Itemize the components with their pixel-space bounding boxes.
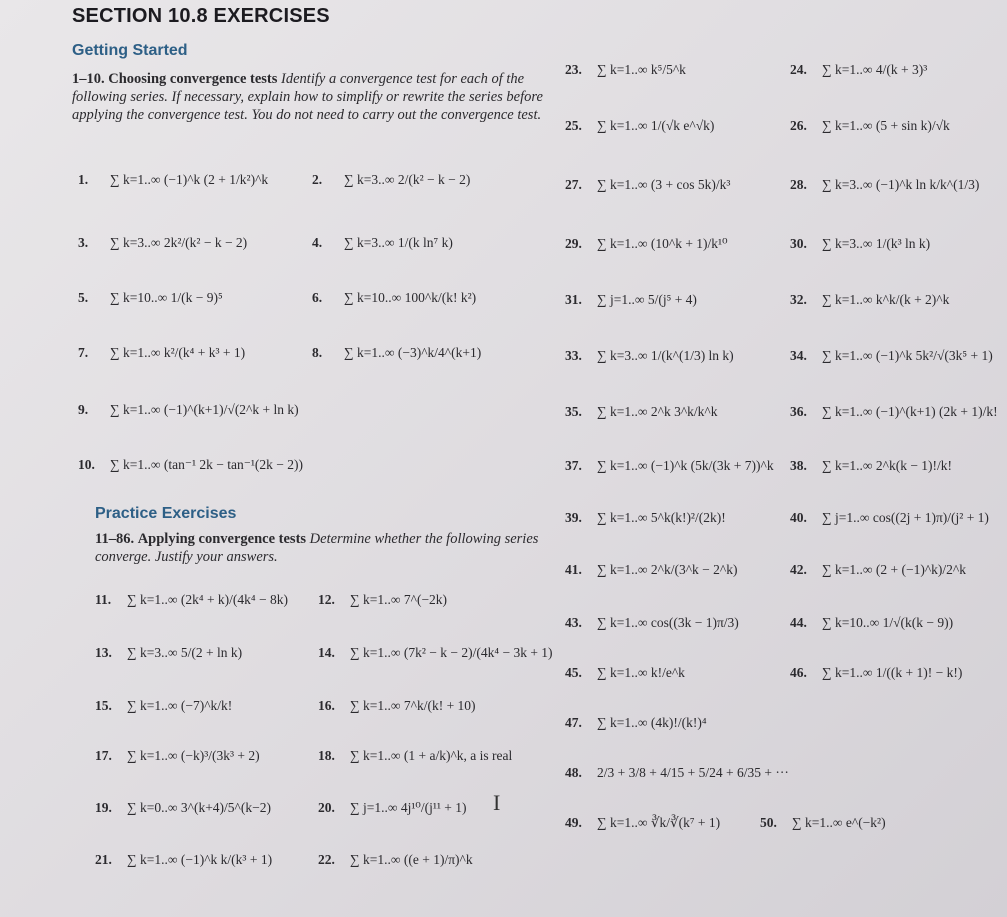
exercise: 26. ∑ k=1..∞ (5 + sin k)/√k bbox=[790, 118, 950, 133]
instruction-text: Identify a convergence test for each of the following series. If necessary, explain how to simplify or rewrite the series before applying the convergence test. You do not need to carry out the convergence test. bbox=[72, 71, 543, 123]
exercise: 28. ∑ k=3..∞ (−1)^k ln k/k^(1/3) bbox=[790, 177, 980, 192]
exercise: 47. ∑ k=1..∞ (4k)!/(k!)⁴ bbox=[565, 715, 707, 730]
exercise: 11. ∑ k=1..∞ (2k⁴ + k)/(4k⁴ − 8k) bbox=[95, 592, 288, 607]
exercise: 49. ∑ k=1..∞ ∛k/∛(k⁷ + 1) bbox=[565, 815, 721, 830]
exercise: 14. ∑ k=1..∞ (7k² − k − 2)/(4k⁴ − 3k + 1) bbox=[318, 645, 553, 660]
practice-heading: Practice Exercises bbox=[95, 505, 237, 522]
exercise: 29. ∑ k=1..∞ (10^k + 1)/k¹⁰ bbox=[565, 236, 728, 251]
exercise: 43. ∑ k=1..∞ cos((3k − 1)π/3) bbox=[565, 615, 739, 630]
exercise: 48. 2/3 + 3/8 + 4/15 + 5/24 + 6/35 + ··· bbox=[565, 765, 789, 780]
exercise: 34. ∑ k=1..∞ (−1)^k 5k²/√(3k⁵ + 1) bbox=[790, 348, 993, 363]
exercise: 50. ∑ k=1..∞ e^(−k²) bbox=[760, 815, 886, 830]
exercise: 15. ∑ k=1..∞ (−7)^k/k! bbox=[95, 698, 233, 713]
exercise: 1. ∑ k=1..∞ (−1)^k (2 + 1/k²)^k bbox=[78, 172, 269, 187]
exercise: 25. ∑ k=1..∞ 1/(√k e^√k) bbox=[565, 118, 715, 133]
range-label: 11–86. bbox=[95, 531, 135, 547]
exercise: 2. ∑ k=3..∞ 2/(k² − k − 2) bbox=[312, 172, 471, 187]
exercise: 20. ∑ j=1..∞ 4j¹⁰/(j¹¹ + 1) bbox=[318, 800, 467, 815]
exercise: 40. ∑ j=1..∞ cos((2j + 1)π)/(j² + 1) bbox=[790, 510, 989, 525]
exercise: 3. ∑ k=3..∞ 2k²/(k² − k − 2) bbox=[78, 235, 248, 250]
exercise: 27. ∑ k=1..∞ (3 + cos 5k)/k³ bbox=[565, 177, 731, 192]
topic-label: Applying convergence tests bbox=[137, 531, 307, 547]
exercise: 33. ∑ k=3..∞ 1/(k^(1/3) ln k) bbox=[565, 348, 734, 363]
instruction-text: Determine whether the following series converge. Justify your answers. bbox=[95, 531, 539, 565]
exercise: 12. ∑ k=1..∞ 7^(−2k) bbox=[318, 592, 448, 607]
exercise: 22. ∑ k=1..∞ ((e + 1)/π)^k bbox=[318, 852, 473, 867]
exercise: 17. ∑ k=1..∞ (−k)³/(3k³ + 2) bbox=[95, 748, 260, 763]
exercise: 42. ∑ k=1..∞ (2 + (−1)^k)/2^k bbox=[790, 562, 966, 577]
exercise: 23. ∑ k=1..∞ k⁵/5^k bbox=[565, 62, 686, 77]
exercise: 37. ∑ k=1..∞ (−1)^k (5k/(3k + 7))^k bbox=[565, 458, 774, 473]
exercise: 18. ∑ k=1..∞ (1 + a/k)^k, a is real bbox=[318, 748, 513, 763]
exercise: 39. ∑ k=1..∞ 5^k(k!)²/(2k)! bbox=[565, 510, 726, 525]
exercise: 7. ∑ k=1..∞ k²/(k⁴ + k³ + 1) bbox=[78, 345, 246, 360]
exercise: 10. ∑ k=1..∞ (tan⁻¹ 2k − tan⁻¹(2k − 2)) bbox=[78, 457, 304, 472]
topic-label: Choosing convergence tests bbox=[108, 71, 278, 87]
exercise: 46. ∑ k=1..∞ 1/((k + 1)! − k!) bbox=[790, 665, 963, 680]
exercise: 32. ∑ k=1..∞ k^k/(k + 2)^k bbox=[790, 292, 950, 307]
range-label: 1–10. bbox=[72, 71, 105, 87]
exercise: 8. ∑ k=1..∞ (−3)^k/4^(k+1) bbox=[312, 345, 482, 360]
exercise: 31. ∑ j=1..∞ 5/(j⁵ + 4) bbox=[565, 292, 697, 307]
getting-started-heading: Getting Started bbox=[72, 42, 188, 59]
exercise: 13. ∑ k=3..∞ 5/(2 + ln k) bbox=[95, 645, 243, 660]
exercise: 41. ∑ k=1..∞ 2^k/(3^k − 2^k) bbox=[565, 562, 738, 577]
exercise: 5. ∑ k=10..∞ 1/(k − 9)⁵ bbox=[78, 290, 223, 305]
exercise: 45. ∑ k=1..∞ k!/e^k bbox=[565, 665, 685, 680]
exercise: 19. ∑ k=0..∞ 3^(k+4)/5^(k−2) bbox=[95, 800, 271, 815]
exercise: 9. ∑ k=1..∞ (−1)^(k+1)/√(2^k + ln k) bbox=[78, 402, 299, 417]
exercise: 30. ∑ k=3..∞ 1/(k³ ln k) bbox=[790, 236, 931, 251]
exercise: 35. ∑ k=1..∞ 2^k 3^k/k^k bbox=[565, 404, 718, 419]
practice-instructions bbox=[95, 530, 545, 566]
exercise: 4. ∑ k=3..∞ 1/(k ln⁷ k) bbox=[312, 235, 453, 250]
exercise: 24. ∑ k=1..∞ 4/(k + 3)³ bbox=[790, 62, 928, 77]
getting-started-instructions bbox=[72, 70, 550, 124]
exercise: 21. ∑ k=1..∞ (−1)^k k/(k³ + 1) bbox=[95, 852, 273, 867]
exercise: 38. ∑ k=1..∞ 2^k(k − 1)!/k! bbox=[790, 458, 953, 473]
exercise: 6. ∑ k=10..∞ 100^k/(k! k²) bbox=[312, 290, 477, 305]
exercise: 44. ∑ k=10..∞ 1/√(k(k − 9)) bbox=[790, 615, 954, 630]
text-cursor-icon: I bbox=[493, 790, 501, 815]
exercise: 16. ∑ k=1..∞ 7^k/(k! + 10) bbox=[318, 698, 476, 713]
section-title: SECTION 10.8 EXERCISES bbox=[72, 5, 330, 27]
exercise: 36. ∑ k=1..∞ (−1)^(k+1) (2k + 1)/k! bbox=[790, 404, 998, 419]
